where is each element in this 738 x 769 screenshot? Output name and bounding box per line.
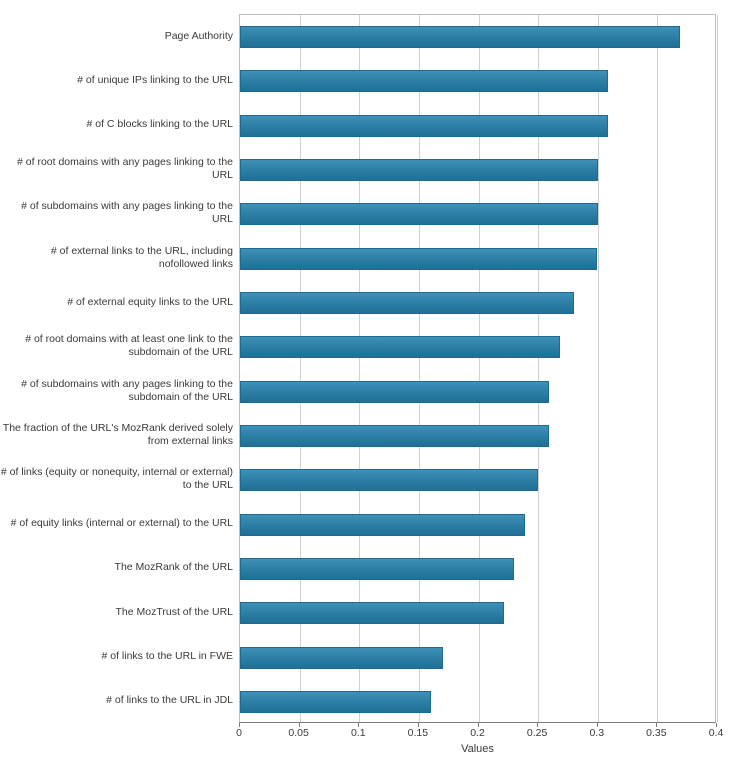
y-axis-label: # of equity links (internal or external) to the URL: [10, 517, 233, 530]
x-tick-label: 0: [236, 727, 242, 739]
bar-row: [240, 26, 715, 48]
bar: [240, 248, 597, 270]
bar: [240, 159, 598, 181]
bar: [240, 70, 608, 92]
x-tick-label: 0.35: [646, 727, 667, 739]
bar-row: [240, 381, 715, 403]
bar: [240, 602, 504, 624]
bar: [240, 203, 598, 225]
y-axis-label: # of unique IPs linking to the URL: [77, 73, 233, 86]
y-axis-label: # of external links to the URL, including nofollowed links: [50, 244, 233, 270]
y-axis-label: The fraction of the URL's MozRank derived solely from external links: [2, 421, 233, 447]
plot-area: [239, 14, 716, 723]
bar-row: [240, 691, 715, 713]
bar: [240, 425, 549, 447]
bar: [240, 558, 514, 580]
y-axis-label: The MozRank of the URL: [114, 561, 233, 574]
bar: [240, 514, 525, 536]
bar-row: [240, 514, 715, 536]
bar-row: [240, 203, 715, 225]
bar-row: [240, 70, 715, 92]
y-axis-label: # of root domains with at least one link to the subdomain of the URL: [25, 333, 233, 359]
x-tick-label: 0.3: [589, 727, 605, 739]
y-axis-label: # of links to the URL in JDL: [106, 694, 233, 707]
y-axis-label: # of subdomains with any pages linking to the subdomain of the URL: [21, 377, 233, 403]
x-tick-label: 0.15: [407, 727, 429, 739]
bar: [240, 26, 680, 48]
x-tick-label: 0.4: [708, 727, 724, 739]
x-tick-label: 0.2: [470, 727, 485, 739]
bar-row: [240, 469, 715, 491]
y-axis-label: # of root domains with any pages linking to the URL: [17, 156, 233, 182]
y-axis-label: The MozTrust of the URL: [115, 605, 233, 618]
bar: [240, 647, 443, 669]
x-axis-ticks: [236, 723, 724, 743]
x-tick-label: 0.05: [288, 727, 309, 739]
bar-row: [240, 115, 715, 137]
bar-row: [240, 425, 715, 447]
bar-row: [240, 647, 715, 669]
bar: [240, 691, 431, 713]
x-tick-label: 0.1: [350, 727, 366, 739]
bar: [240, 292, 574, 314]
x-tick-label: 0.25: [526, 727, 548, 739]
bar-row: [240, 159, 715, 181]
y-axis-label: # of links (equity or nonequity, internal or external) to the URL: [0, 466, 233, 492]
bar: [240, 115, 608, 137]
y-axis-label: # of links to the URL in FWE: [101, 650, 233, 663]
y-axis-label: Page Authority: [164, 29, 233, 42]
y-axis-category-labels: [0, 14, 233, 723]
x-axis-title: Values: [461, 743, 494, 755]
bar: [240, 336, 560, 358]
y-axis-label: # of external equity links to the URL: [67, 295, 233, 308]
bar-row: [240, 336, 715, 358]
y-axis-label: # of subdomains with any pages linking to the URL: [21, 200, 233, 226]
bar-row: [240, 248, 715, 270]
bars-layer: [240, 15, 715, 722]
bar-row: [240, 602, 715, 624]
y-axis-label: # of C blocks linking to the URL: [86, 118, 233, 131]
bar-row: [240, 292, 715, 314]
bar-row: [240, 558, 715, 580]
bar: [240, 381, 549, 403]
bar: [240, 469, 538, 491]
gridline: [717, 15, 718, 722]
